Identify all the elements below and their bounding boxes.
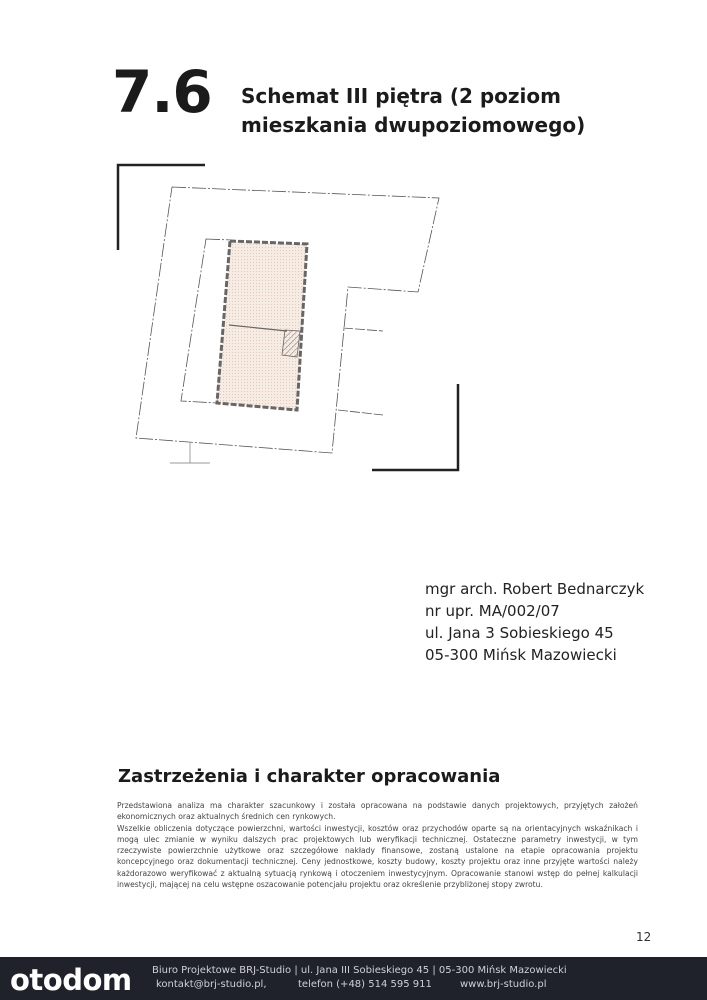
corner-bracket-bottom-right (372, 384, 458, 470)
title-line-2: mieszkania dwupoziomowego) (241, 113, 586, 137)
stair-hatch (282, 330, 300, 357)
disclaimer-paragraph-2: Wszelkie obliczenia dotyczące powierzchni, wartości inwestycji, kosztów oraz przychodów oparte są na orientacyjnych wskaźnikach i mogą ulec zmianie w wyniku dalszych prac projektowych lub weryfikacji technicznej. Ostateczne parametry inwestycji, w tym rzeczywiste powierzchnie użytkowe oraz szczegółowe nakłady finansowe, zostaną ustalone na etapie opracowania projektu koncepcyjnego oraz dokumentacji technicznej. Ceny jednostkowe, koszty budowy, koszty projektu oraz inne przyjęte wartości należy każdorazowo weryfikować z aktualną sytuacją rynkową i otoczeniem inwestycyjnym. Opracowanie stanowi wstęp do pełnej kalkulacji inwestycji, mającej na celu wstępne oszacowanie potencjału projektu oraz określenie przybliżonej stopy zwrotu. (117, 823, 638, 890)
disclaimer-heading: Zastrzeżenia i charakter opracowania (118, 766, 501, 787)
corner-bracket-top-left (118, 165, 205, 250)
footer (0, 957, 707, 1000)
boundary-line (338, 410, 383, 415)
author-street: ul. Jana 3 Sobieskiego 45 (425, 624, 614, 642)
title-line-1: Schemat III piętra (2 poziom (241, 84, 561, 108)
footer-website[interactable]: www.brj-studio.pl (460, 979, 547, 990)
boundary-line (343, 328, 383, 331)
disclaimer-paragraph-1: Przedstawiona analiza ma charakter szacunkowy i została opracowana na podstawie danych projektowych, przyjętych założeń ekonomicznych oraz aktualnych średnich cen rynkowych. (117, 801, 638, 822)
author-name: mgr arch. Robert Bednarczyk (425, 580, 645, 598)
footer-address: Biuro Projektowe BRJ-Studio | ul. Jana III Sobieskiego 45 | 05-300 Mińsk Mazowiecki (152, 965, 567, 976)
otodom-logo: otodom (10, 963, 132, 997)
section-number: 7.6 (112, 58, 212, 126)
author-city: 05-300 Mińsk Mazowiecki (425, 646, 617, 664)
disclaimer-text (117, 800, 638, 890)
author-license: nr upr. MA/002/07 (425, 602, 560, 620)
axis-marker (170, 443, 210, 463)
footer-email[interactable]: kontakt@brj-studio.pl, (156, 979, 267, 990)
page-number: 12 (636, 930, 652, 944)
footer-phone: telefon (+48) 514 595 911 (298, 979, 432, 990)
author-block (425, 578, 644, 666)
